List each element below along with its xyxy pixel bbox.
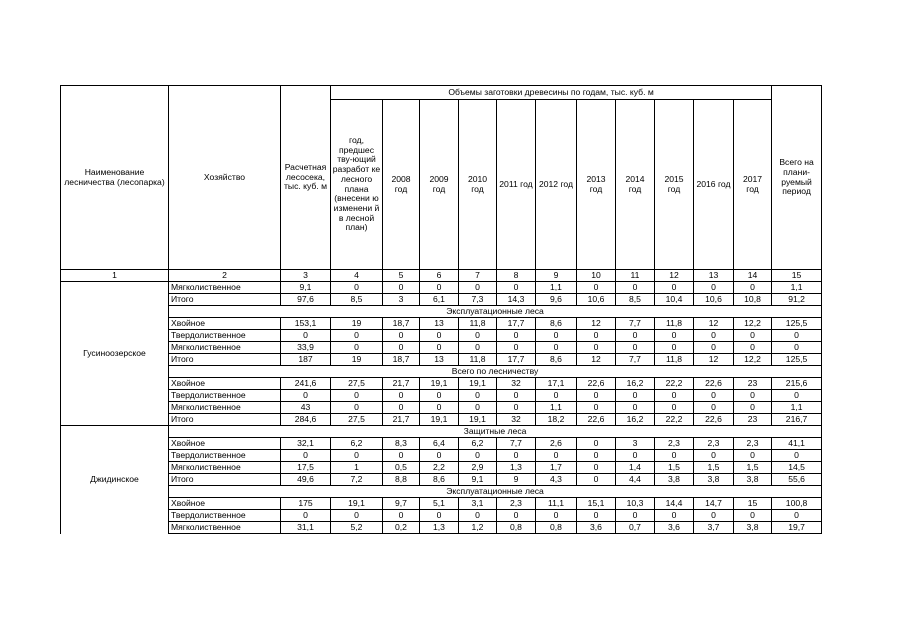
header-calculated-cutting: Расчетная лесосека, тыс. куб. м xyxy=(281,86,331,270)
value-cell: 0 xyxy=(459,450,497,462)
farm-type-cell: Хвойное xyxy=(169,438,281,450)
value-cell: 17,5 xyxy=(281,462,331,474)
value-cell: 33,9 xyxy=(281,342,331,354)
value-cell: 7,7 xyxy=(616,318,655,330)
value-cell: 10,8 xyxy=(734,294,772,306)
column-number: 12 xyxy=(655,270,694,282)
value-cell: 0 xyxy=(420,450,459,462)
value-cell: 0 xyxy=(331,330,383,342)
value-cell: 0 xyxy=(281,510,331,522)
value-cell: 9,1 xyxy=(281,282,331,294)
farm-type-cell: Твердолиственное xyxy=(169,390,281,402)
value-cell: 1,2 xyxy=(459,522,497,534)
value-cell: 0 xyxy=(383,450,420,462)
table-row xyxy=(61,330,822,342)
value-cell: 0 xyxy=(655,390,694,402)
value-cell: 0 xyxy=(497,402,536,414)
value-cell: 0 xyxy=(459,510,497,522)
value-cell: 0 xyxy=(694,450,734,462)
value-cell: 0 xyxy=(383,402,420,414)
value-cell: 0 xyxy=(772,450,822,462)
value-cell: 0 xyxy=(497,510,536,522)
value-cell: 23 xyxy=(734,378,772,390)
value-cell: 0 xyxy=(694,510,734,522)
column-number: 5 xyxy=(383,270,420,282)
value-cell: 17,7 xyxy=(497,354,536,366)
value-cell: 0 xyxy=(383,282,420,294)
value-cell: 32,1 xyxy=(281,438,331,450)
value-cell: 0 xyxy=(281,330,331,342)
value-cell: 0 xyxy=(459,282,497,294)
value-cell: 9,6 xyxy=(536,294,577,306)
value-cell: 0 xyxy=(536,330,577,342)
farm-type-cell: Мягколиственное xyxy=(169,522,281,534)
value-cell: 0 xyxy=(420,402,459,414)
table-row xyxy=(61,414,822,426)
value-cell: 13 xyxy=(420,318,459,330)
farm-type-cell: Твердолиственное xyxy=(169,450,281,462)
value-cell: 3 xyxy=(383,294,420,306)
column-number: 8 xyxy=(497,270,536,282)
value-cell: 1,3 xyxy=(420,522,459,534)
value-cell: 0 xyxy=(577,402,616,414)
value-cell: 22,6 xyxy=(577,378,616,390)
value-cell: 0 xyxy=(577,510,616,522)
value-cell: 10,6 xyxy=(694,294,734,306)
value-cell: 0 xyxy=(577,282,616,294)
header-year-2015: 2015 год xyxy=(655,100,694,270)
value-cell: 1,5 xyxy=(655,462,694,474)
value-cell: 19,1 xyxy=(420,378,459,390)
value-cell: 0 xyxy=(577,438,616,450)
column-number: 9 xyxy=(536,270,577,282)
value-cell: 8,6 xyxy=(420,474,459,486)
value-cell: 0 xyxy=(616,402,655,414)
value-cell: 0 xyxy=(420,510,459,522)
header-farm: Хозяйство xyxy=(169,86,281,270)
value-cell: 1,1 xyxy=(772,282,822,294)
value-cell: 21,7 xyxy=(383,414,420,426)
value-cell: 12,2 xyxy=(734,354,772,366)
value-cell: 0,7 xyxy=(616,522,655,534)
section-title: Защитные леса xyxy=(169,426,822,438)
value-cell: 0 xyxy=(616,390,655,402)
value-cell: 0,8 xyxy=(536,522,577,534)
value-cell: 0 xyxy=(536,342,577,354)
value-cell: 3 xyxy=(616,438,655,450)
column-number: 1 xyxy=(61,270,169,282)
value-cell: 31,1 xyxy=(281,522,331,534)
value-cell: 1 xyxy=(331,462,383,474)
value-cell: 11,8 xyxy=(459,354,497,366)
value-cell: 0 xyxy=(420,330,459,342)
value-cell: 1,4 xyxy=(616,462,655,474)
value-cell: 15,1 xyxy=(577,498,616,510)
value-cell: 0 xyxy=(694,330,734,342)
value-cell: 16,2 xyxy=(616,414,655,426)
value-cell: 2,2 xyxy=(420,462,459,474)
table-row xyxy=(61,522,822,534)
value-cell: 4,4 xyxy=(616,474,655,486)
value-cell: 0 xyxy=(383,390,420,402)
column-number: 2 xyxy=(169,270,281,282)
value-cell: 18,7 xyxy=(383,354,420,366)
harvest-volume-table xyxy=(60,85,822,534)
value-cell: 2,9 xyxy=(459,462,497,474)
column-number-row xyxy=(61,270,822,282)
value-cell: 0 xyxy=(734,510,772,522)
value-cell: 41,1 xyxy=(772,438,822,450)
column-number: 6 xyxy=(420,270,459,282)
value-cell: 32 xyxy=(497,378,536,390)
value-cell: 0 xyxy=(420,282,459,294)
value-cell: 19,1 xyxy=(420,414,459,426)
value-cell: 0 xyxy=(420,342,459,354)
value-cell: 0 xyxy=(497,282,536,294)
table-row xyxy=(61,474,822,486)
value-cell: 13 xyxy=(420,354,459,366)
value-cell: 0 xyxy=(655,402,694,414)
value-cell: 3,8 xyxy=(734,522,772,534)
value-cell: 2,3 xyxy=(694,438,734,450)
table-row xyxy=(61,438,822,450)
column-number: 15 xyxy=(772,270,822,282)
value-cell: 1,5 xyxy=(734,462,772,474)
value-cell: 3,7 xyxy=(694,522,734,534)
value-cell: 6,2 xyxy=(331,438,383,450)
value-cell: 284,6 xyxy=(281,414,331,426)
column-number: 3 xyxy=(281,270,331,282)
value-cell: 0 xyxy=(694,402,734,414)
value-cell: 6,1 xyxy=(420,294,459,306)
value-cell: 11,1 xyxy=(536,498,577,510)
value-cell: 19 xyxy=(331,354,383,366)
value-cell: 8,6 xyxy=(536,318,577,330)
header-year-2012: 2012 год xyxy=(536,100,577,270)
table-row xyxy=(61,318,822,330)
value-cell: 19,7 xyxy=(772,522,822,534)
value-cell: 11,8 xyxy=(459,318,497,330)
farm-type-cell: Твердолиственное xyxy=(169,330,281,342)
value-cell: 22,2 xyxy=(655,414,694,426)
farm-type-cell: Мягколиственное xyxy=(169,342,281,354)
farm-type-cell: Хвойное xyxy=(169,498,281,510)
value-cell: 1,5 xyxy=(694,462,734,474)
value-cell: 0 xyxy=(331,510,383,522)
value-cell: 19,1 xyxy=(459,378,497,390)
value-cell: 17,1 xyxy=(536,378,577,390)
table-row xyxy=(61,282,822,294)
value-cell: 0 xyxy=(577,474,616,486)
value-cell: 22,6 xyxy=(577,414,616,426)
value-cell: 3,6 xyxy=(655,522,694,534)
value-cell: 22,6 xyxy=(694,378,734,390)
value-cell: 14,4 xyxy=(655,498,694,510)
column-number: 13 xyxy=(694,270,734,282)
value-cell: 0 xyxy=(536,390,577,402)
value-cell: 19,1 xyxy=(331,498,383,510)
value-cell: 49,6 xyxy=(281,474,331,486)
value-cell: 16,2 xyxy=(616,378,655,390)
value-cell: 0 xyxy=(734,342,772,354)
table-row xyxy=(61,378,822,390)
value-cell: 3,8 xyxy=(694,474,734,486)
value-cell: 0 xyxy=(383,342,420,354)
value-cell: 8,5 xyxy=(616,294,655,306)
value-cell: 0 xyxy=(734,450,772,462)
header-year-2013: 2013 год xyxy=(577,100,616,270)
value-cell: 9 xyxy=(497,474,536,486)
header-year-2011: 2011 год xyxy=(497,100,536,270)
value-cell: 8,5 xyxy=(331,294,383,306)
value-cell: 10,3 xyxy=(616,498,655,510)
value-cell: 0 xyxy=(331,390,383,402)
value-cell: 1,3 xyxy=(497,462,536,474)
value-cell: 0 xyxy=(331,342,383,354)
value-cell: 12,2 xyxy=(734,318,772,330)
value-cell: 7,7 xyxy=(497,438,536,450)
value-cell: 7,2 xyxy=(331,474,383,486)
table-row xyxy=(61,450,822,462)
value-cell: 5,1 xyxy=(420,498,459,510)
value-cell: 6,4 xyxy=(420,438,459,450)
value-cell: 11,8 xyxy=(655,318,694,330)
value-cell: 2,3 xyxy=(497,498,536,510)
value-cell: 0 xyxy=(772,390,822,402)
value-cell: 5,2 xyxy=(331,522,383,534)
header-year-2010: 2010 год xyxy=(459,100,497,270)
value-cell: 18,7 xyxy=(383,318,420,330)
farm-type-cell: Итого xyxy=(169,354,281,366)
value-cell: 0 xyxy=(383,510,420,522)
value-cell: 4,3 xyxy=(536,474,577,486)
value-cell: 32 xyxy=(497,414,536,426)
value-cell: 0,5 xyxy=(383,462,420,474)
column-number: 4 xyxy=(331,270,383,282)
farm-type-cell: Твердолиственное xyxy=(169,510,281,522)
value-cell: 1,1 xyxy=(536,282,577,294)
value-cell: 0 xyxy=(577,462,616,474)
header-total-period: Всего на плани-руемый период xyxy=(772,86,822,270)
value-cell: 0 xyxy=(420,390,459,402)
value-cell: 216,7 xyxy=(772,414,822,426)
value-cell: 0 xyxy=(577,342,616,354)
value-cell: 0 xyxy=(772,510,822,522)
value-cell: 0 xyxy=(497,342,536,354)
value-cell: 175 xyxy=(281,498,331,510)
section-title: Эксплуатационные леса xyxy=(169,486,822,498)
value-cell: 215,6 xyxy=(772,378,822,390)
value-cell: 0 xyxy=(734,390,772,402)
value-cell: 0 xyxy=(459,342,497,354)
header-year-2017: 2017 год xyxy=(734,100,772,270)
value-cell: 0,2 xyxy=(383,522,420,534)
value-cell: 0 xyxy=(459,390,497,402)
value-cell: 0,8 xyxy=(497,522,536,534)
farm-type-cell: Хвойное xyxy=(169,378,281,390)
value-cell: 187 xyxy=(281,354,331,366)
table-row xyxy=(61,498,822,510)
farm-type-cell: Итого xyxy=(169,414,281,426)
value-cell: 0 xyxy=(616,450,655,462)
value-cell: 153,1 xyxy=(281,318,331,330)
table-row xyxy=(61,354,822,366)
value-cell: 0 xyxy=(331,282,383,294)
value-cell: 2,3 xyxy=(734,438,772,450)
column-number: 7 xyxy=(459,270,497,282)
section-title-row xyxy=(61,486,822,498)
farm-type-cell: Мягколиственное xyxy=(169,462,281,474)
value-cell: 0 xyxy=(281,390,331,402)
value-cell: 125,5 xyxy=(772,354,822,366)
value-cell: 0 xyxy=(577,450,616,462)
header-year-2014: 2014 год xyxy=(616,100,655,270)
value-cell: 0 xyxy=(694,282,734,294)
value-cell: 22,6 xyxy=(694,414,734,426)
value-cell: 3,8 xyxy=(655,474,694,486)
value-cell: 0 xyxy=(655,510,694,522)
value-cell: 17,7 xyxy=(497,318,536,330)
value-cell: 12 xyxy=(577,354,616,366)
header-volumes-by-year: Объемы заготовки древесины по годам, тыс. куб. м xyxy=(331,86,772,100)
column-number: 10 xyxy=(577,270,616,282)
header-previous-year: год, предшес тву-ющий разработ ке лесного плана (внесени ю изменени й в лесной план) xyxy=(331,100,383,270)
value-cell: 7,7 xyxy=(616,354,655,366)
forestry-name: Джидинское xyxy=(61,426,169,534)
value-cell: 1,1 xyxy=(772,402,822,414)
farm-type-cell: Итого xyxy=(169,474,281,486)
value-cell: 14,3 xyxy=(497,294,536,306)
value-cell: 3,6 xyxy=(577,522,616,534)
value-cell: 3,1 xyxy=(459,498,497,510)
farm-type-cell: Мягколиственное xyxy=(169,402,281,414)
header-year-2016: 2016 год xyxy=(694,100,734,270)
value-cell: 0 xyxy=(497,450,536,462)
value-cell: 0 xyxy=(616,342,655,354)
value-cell: 100,8 xyxy=(772,498,822,510)
table-row xyxy=(61,390,822,402)
value-cell: 10,6 xyxy=(577,294,616,306)
value-cell: 9,7 xyxy=(383,498,420,510)
value-cell: 125,5 xyxy=(772,318,822,330)
value-cell: 0 xyxy=(655,282,694,294)
value-cell: 0 xyxy=(655,342,694,354)
table-row xyxy=(61,510,822,522)
value-cell: 12 xyxy=(577,318,616,330)
value-cell: 0 xyxy=(616,330,655,342)
farm-type-cell: Итого xyxy=(169,294,281,306)
value-cell: 23 xyxy=(734,414,772,426)
value-cell: 22,2 xyxy=(655,378,694,390)
value-cell: 8,6 xyxy=(536,354,577,366)
value-cell: 15 xyxy=(734,498,772,510)
value-cell: 0 xyxy=(772,342,822,354)
value-cell: 0 xyxy=(734,330,772,342)
value-cell: 19 xyxy=(331,318,383,330)
value-cell: 1,1 xyxy=(536,402,577,414)
value-cell: 0 xyxy=(577,330,616,342)
value-cell: 97,6 xyxy=(281,294,331,306)
value-cell: 14,7 xyxy=(694,498,734,510)
value-cell: 55,6 xyxy=(772,474,822,486)
value-cell: 11,8 xyxy=(655,354,694,366)
value-cell: 27,5 xyxy=(331,378,383,390)
value-cell: 0 xyxy=(655,330,694,342)
value-cell: 0 xyxy=(331,402,383,414)
value-cell: 0 xyxy=(459,402,497,414)
table-row xyxy=(61,342,822,354)
value-cell: 91,2 xyxy=(772,294,822,306)
column-number: 11 xyxy=(616,270,655,282)
value-cell: 0 xyxy=(536,450,577,462)
header-year-2008: 2008 год xyxy=(383,100,420,270)
value-cell: 10,4 xyxy=(655,294,694,306)
farm-type-cell: Мягколиственное xyxy=(169,282,281,294)
value-cell: 8,3 xyxy=(383,438,420,450)
value-cell: 0 xyxy=(331,450,383,462)
value-cell: 0 xyxy=(577,390,616,402)
value-cell: 0 xyxy=(616,510,655,522)
table-row xyxy=(61,294,822,306)
section-title: Эксплуатационные леса xyxy=(169,306,822,318)
section-title-row xyxy=(61,366,822,378)
value-cell: 21,7 xyxy=(383,378,420,390)
forestry-name: Гусиноозерское xyxy=(61,282,169,426)
value-cell: 0 xyxy=(616,282,655,294)
farm-type-cell: Хвойное xyxy=(169,318,281,330)
value-cell: 0 xyxy=(734,282,772,294)
value-cell: 2,6 xyxy=(536,438,577,450)
value-cell: 0 xyxy=(536,510,577,522)
column-number: 14 xyxy=(734,270,772,282)
value-cell: 0 xyxy=(694,390,734,402)
value-cell: 19,1 xyxy=(459,414,497,426)
value-cell: 0 xyxy=(772,330,822,342)
value-cell: 0 xyxy=(383,330,420,342)
value-cell: 14,5 xyxy=(772,462,822,474)
value-cell: 8,8 xyxy=(383,474,420,486)
value-cell: 0 xyxy=(459,330,497,342)
value-cell: 0 xyxy=(497,390,536,402)
value-cell: 27,5 xyxy=(331,414,383,426)
table-row xyxy=(61,462,822,474)
header-forestry: Наименование лесничества (лесопарка) xyxy=(61,86,169,270)
header-year-2009: 2009 год xyxy=(420,100,459,270)
value-cell: 43 xyxy=(281,402,331,414)
value-cell: 2,3 xyxy=(655,438,694,450)
value-cell: 241,6 xyxy=(281,378,331,390)
value-cell: 0 xyxy=(655,450,694,462)
value-cell: 0 xyxy=(734,402,772,414)
value-cell: 1,7 xyxy=(536,462,577,474)
table-row xyxy=(61,402,822,414)
value-cell: 0 xyxy=(281,450,331,462)
section-title-row xyxy=(61,306,822,318)
value-cell: 6,2 xyxy=(459,438,497,450)
value-cell: 9,1 xyxy=(459,474,497,486)
value-cell: 0 xyxy=(497,330,536,342)
value-cell: 0 xyxy=(694,342,734,354)
section-title-row xyxy=(61,426,822,438)
value-cell: 18,2 xyxy=(536,414,577,426)
value-cell: 12 xyxy=(694,318,734,330)
value-cell: 12 xyxy=(694,354,734,366)
section-title: Всего по лесничеству xyxy=(169,366,822,378)
value-cell: 3,8 xyxy=(734,474,772,486)
value-cell: 7,3 xyxy=(459,294,497,306)
